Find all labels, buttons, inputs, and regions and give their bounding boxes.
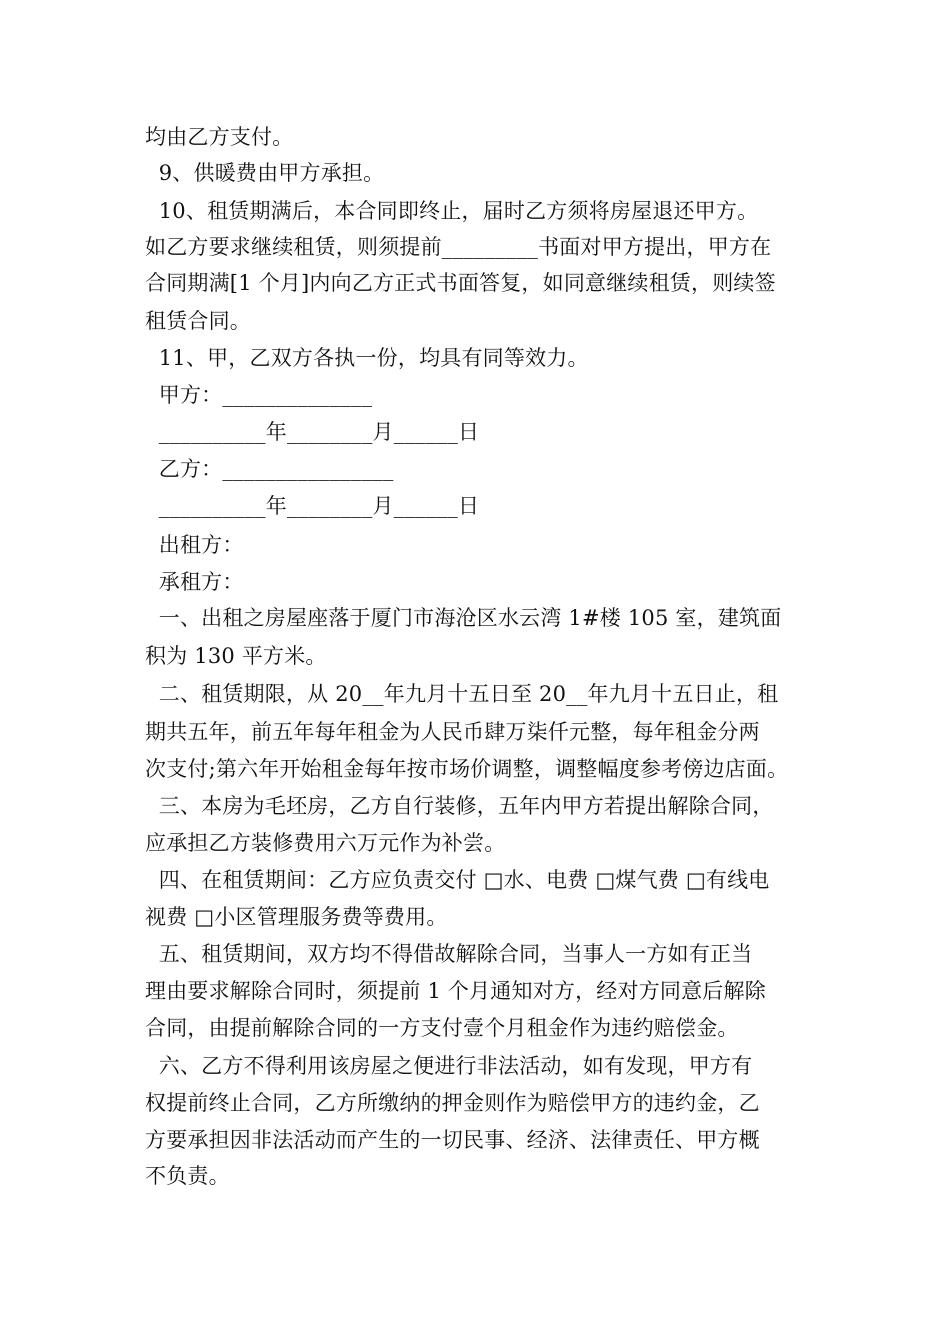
text-line: 均由乙方支付。 [145, 125, 294, 149]
signature-party-b: 乙方：________________ [145, 457, 394, 481]
clause-6: 六、乙方不得利用该房屋之便进行非法活动，如有发现，甲方有 [145, 1054, 753, 1078]
clause-3: 三、本房为毛坯房，乙方自行装修，五年内甲方若提出解除合同， [145, 794, 774, 818]
signature-date-b: __________年________月______日 [145, 494, 480, 518]
lessee-label: 承租方： [145, 570, 244, 594]
text-line: 次支付;第六年开始租金每年按市场价调整，调整幅度参考傍边店面。 [145, 757, 789, 781]
text-line: 合同，由提前解除合同的一方支付壹个月租金作为违约赔偿金。 [145, 1016, 739, 1040]
text-line: 方要承担因非法活动而产生的一切民事、经济、法律责任、甲方概 [145, 1128, 760, 1152]
text-line: 10、租赁期满后，本合同即终止，届时乙方须将房屋退还甲方。 [145, 199, 759, 223]
text-line: 租赁合同。 [145, 309, 251, 333]
clause-1: 一、出租之房屋座落于厦门市海沧区水云湾 1#楼 105 室，建筑面 [145, 606, 782, 630]
text-line: 如乙方要求继续租赁，则须提前_________书面对甲方提出，甲方在 [145, 235, 772, 259]
signature-party-a: 甲方：______________ [145, 383, 373, 407]
text-line: 不负责。 [145, 1164, 230, 1188]
text-line: 权提前终止合同，乙方所缴纳的押金则作为赔偿甲方的违约金，乙 [145, 1091, 760, 1115]
text-line: 理由要求解除合同时，须提前 1 个月通知对方，经对方同意后解除 [145, 979, 766, 1003]
text-line: 视费 □小区管理服务费等费用。 [145, 905, 448, 929]
text-line: 11、甲，乙双方各执一份，均具有同等效力。 [145, 346, 589, 370]
text-line: 期共五年，前五年每年租金为人民币肆万柒仟元整，每年租金分两 [145, 720, 760, 744]
text-line: 应承担乙方装修费用六万元作为补尝。 [145, 831, 506, 855]
clause-4: 四、在租赁期间：乙方应负责交付 □水、电费 □煤气费 □有线电 [145, 868, 770, 892]
text-line: 合同期满[1 个月]内向乙方正式书面答复，如同意继续租赁，则续签 [145, 271, 776, 295]
lessor-label: 出租方： [145, 533, 244, 557]
text-line: 9、供暖费由甲方承担。 [145, 161, 385, 185]
text-line: 积为 130 平方米。 [145, 644, 327, 668]
clause-5: 五、租赁期间，双方均不得借故解除合同，当事人一方如有正当 [145, 942, 753, 966]
clause-2: 二、租赁期限，从 20__年九月十五日至 20__年九月十五日止，租 [145, 682, 779, 706]
signature-date-a: __________年________月______日 [145, 420, 480, 444]
